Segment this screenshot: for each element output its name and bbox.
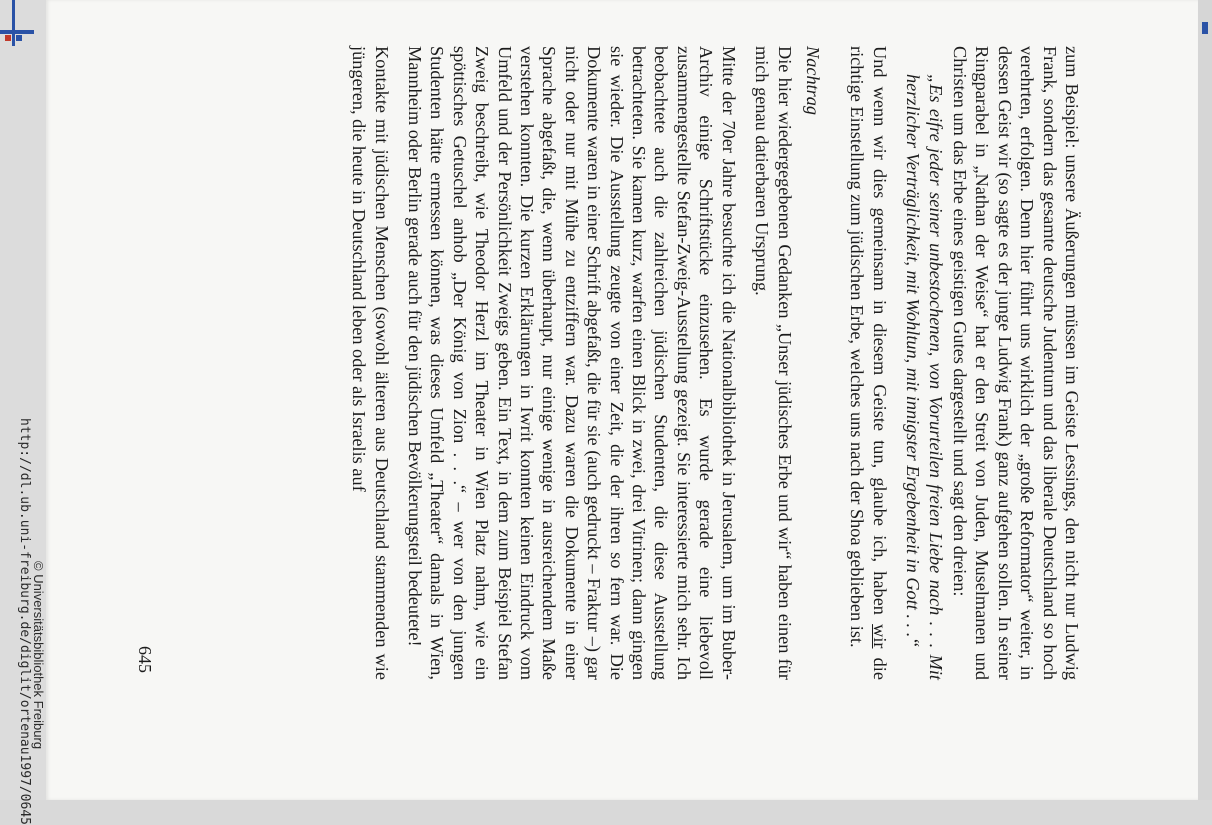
section-heading: Nachtrag [802, 46, 823, 116]
page-content-rotated [46, 0, 1198, 800]
paragraph-jerusalem: Mitte der 70er Jahre besuchte ich die Nationalbibliothek in Jerusalem, um im Buber-Archiv einige Schriftstücke einzusehen. Es wurde gerade eine liebevoll zusammengestellte Stefan-Zweig-Ausstellung gezeigt. Sie interessierte mich sehr. Ich beobachtete auch die zahlreichen jüdischen Studenten, die diese Ausstellung betrachteten. Sie kamen kurz, warfen einen Blick in zwei, drei Vitrinen; dann gingen sie wieder. Die Ausstellung zeugte von einer Zeit, die der ihren so fern war. Die Dokumente waren in einer Schrift abgefaßt, die für sie (auch gedruckt – Fraktur –) gar nicht oder nur mit Mühe zu entziffern war. Dazu waren die Dokumente in einer Sprache abgefaßt, die, wenn überhaupt, nur einige wenige in ausreichendem Maße verstehen konnten. Die kurzen Erklärungen in Iwrit konnten keinen Eindruck vom Umfeld und der Persönlichkeit Zweigs geben. Ein Text, in dem zum Beispiel Stefan Zweig beschreibt, wie Theodor Herzl im Theater in Wien Platz nahm, wie ein spöttisches Getuschel anhob „Der König von Zion . . .“ – wer von den jungen Studenten hätte ermessen können, was dieses Umfeld „Theater“ damals in Wien, Mannheim oder Berlin gerade auch für den jüdischen Bevölkerungsteil bedeutete! [405, 46, 739, 680]
page-number: 645 [135, 646, 155, 673]
underlined-word: wir [869, 624, 890, 649]
viewer-right-strip [1198, 0, 1212, 800]
paragraph-shoa [846, 46, 891, 680]
quote-ringparabel: „Es eifre jeder seiner unbestochenen, von Vorurteilen freien Liebe nach . . . Mit herzlicher Verträglichkeit, mit Wohltun, mit innigster Ergebenheit in Gott . . .“ [903, 74, 946, 680]
paragraph-shoa-part-2: die richtige Einstellung zum jüdischen Erbe, welches uns nach der Shoa geblieben ist. [847, 46, 890, 681]
copyright-notice: © Universitätsbibliothek Freiburg [31, 561, 46, 750]
right-marker-icon [1198, 0, 1212, 40]
paragraph-origin: Die hier wiedergegebenen Gedanken „Unser jüdisches Erbe und wir“ haben einen für mich genau datierbaren Ursprung. [752, 46, 795, 680]
scanned-page [46, 0, 1198, 800]
paragraph-shoa-part-1: Und wenn wir dies gemeinsam in diesem Geiste tun, glaube ich, haben [869, 46, 890, 625]
paragraph-lessing: zum Beispiel: unsere Äußerungen müssen im Geiste Lessings, den nicht nur Ludwig Frank, sondern das gesamte deutsche Judentum und das liberale Deutschland so hoch verehrten, erfolgen. Denn hier führt uns wirklich der „große Reformator“ weiter, in dessen Geist wir (so sagte es der junge Ludwig Frank) ganz aufgehen sollen. In seiner Ringparabel in „Nathan der Weise“ hat er den Streit von Juden, Muselmanen und Christen um das Erbe eines geistigen Gutes dargestellt und sagt den dreien: [949, 46, 1082, 680]
paragraph-contacts: Kontakte mit jüdischen Menschen (sowohl älteren aus Deutschland stammenden wie jüngeren, die heute in Deutschland leben oder als Israelis auf [349, 46, 392, 680]
viewer-left-strip [0, 0, 46, 825]
source-url[interactable]: http://dl.ub.uni-freiburg.de/diglit/ortenau1997/0645 [17, 418, 32, 825]
text-column [348, 46, 1083, 680]
